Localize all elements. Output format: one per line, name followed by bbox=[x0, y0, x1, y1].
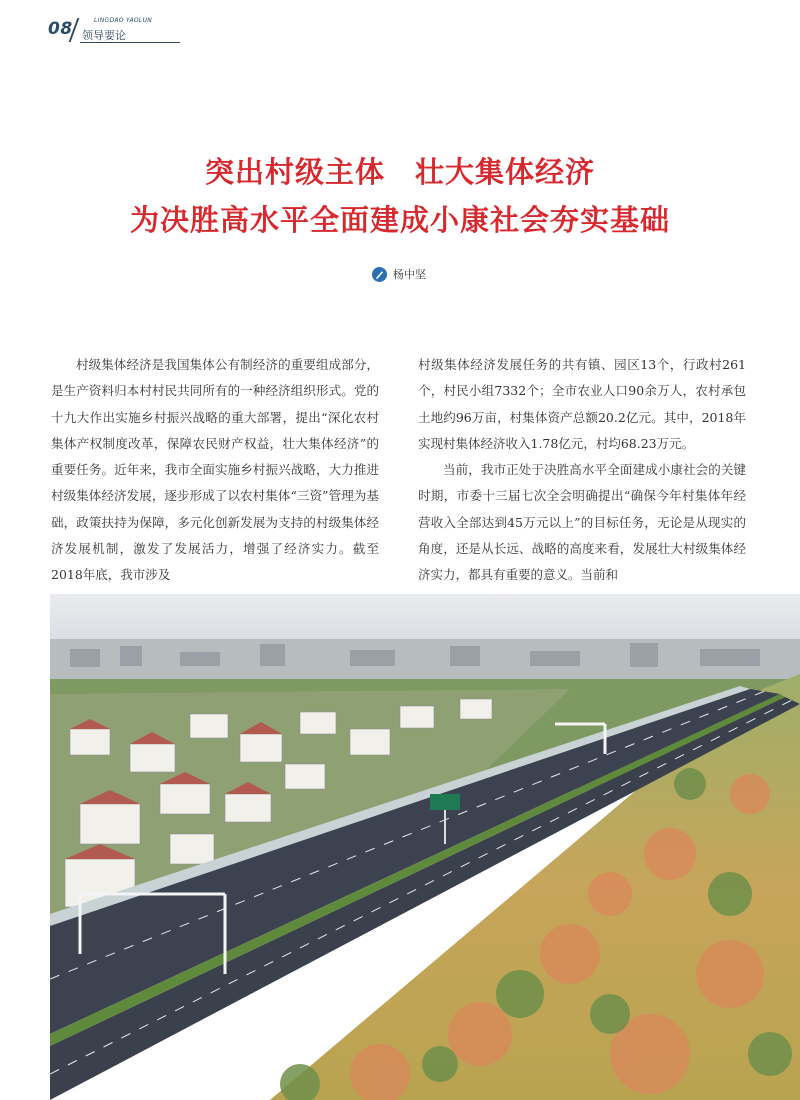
article-title-line-2: 为决胜高水平全面建成小康社会夯实基础 bbox=[129, 203, 670, 237]
section-title: 领导要论 bbox=[82, 29, 126, 42]
header-rule bbox=[80, 42, 180, 43]
paragraph: 村级集体经济发展任务的共有镇、园区13个，行政村261个，村民小组7332个；全市农业人口90余万人，农村承包土地约96万亩，村集体资产总额20.2亿元。其中，2018年实现村集体经济收入1.78亿元，村均68.23万元。 bbox=[418, 357, 746, 451]
author-name: 杨中坚 bbox=[393, 268, 426, 281]
section-pinyin: LINGDAO YAOLUN bbox=[94, 17, 153, 24]
pen-icon bbox=[372, 267, 387, 282]
paragraph: 当前，我市正处于决胜高水平全面建成小康社会的关键时期，市委十三届七次全会明确提出“确保今年村集体年经营收入全部达到45万元以上”的目标任务，无论是从现实的角度，还是从长远、战略的高度来看，发展壮大村级集体经济实力，都具有重要的意义。当前和 bbox=[418, 462, 746, 583]
page-number: 08 bbox=[48, 19, 73, 39]
article-title-line-1: 突出村级主体 壮大集体经济 bbox=[204, 155, 595, 189]
aerial-highway-photo bbox=[50, 594, 800, 1100]
paragraph: 村级集体经济是我国集体公有制经济的重要组成部分，是生产资料归本村村民共同所有的一种经济组织形式。党的十九大作出实施乡村振兴战略的重大部署，提出“深化农村集体产权制度改革，保障农民财产权益，壮大集体经济”的重要任务。近年来，我市全面实施乡村振兴战略，大力推进村级集体经济发展，逐步形成了以农村集体“三资”管理为基础，政策扶持为保障，多元化创新发展为支持的村级集体经济发展机制，激发了发展活力，增强了经济实力。截至2018年底，我市涉及 bbox=[51, 357, 379, 583]
article-column-left bbox=[51, 352, 379, 589]
page-header bbox=[48, 14, 308, 46]
article-column-right bbox=[418, 352, 746, 589]
